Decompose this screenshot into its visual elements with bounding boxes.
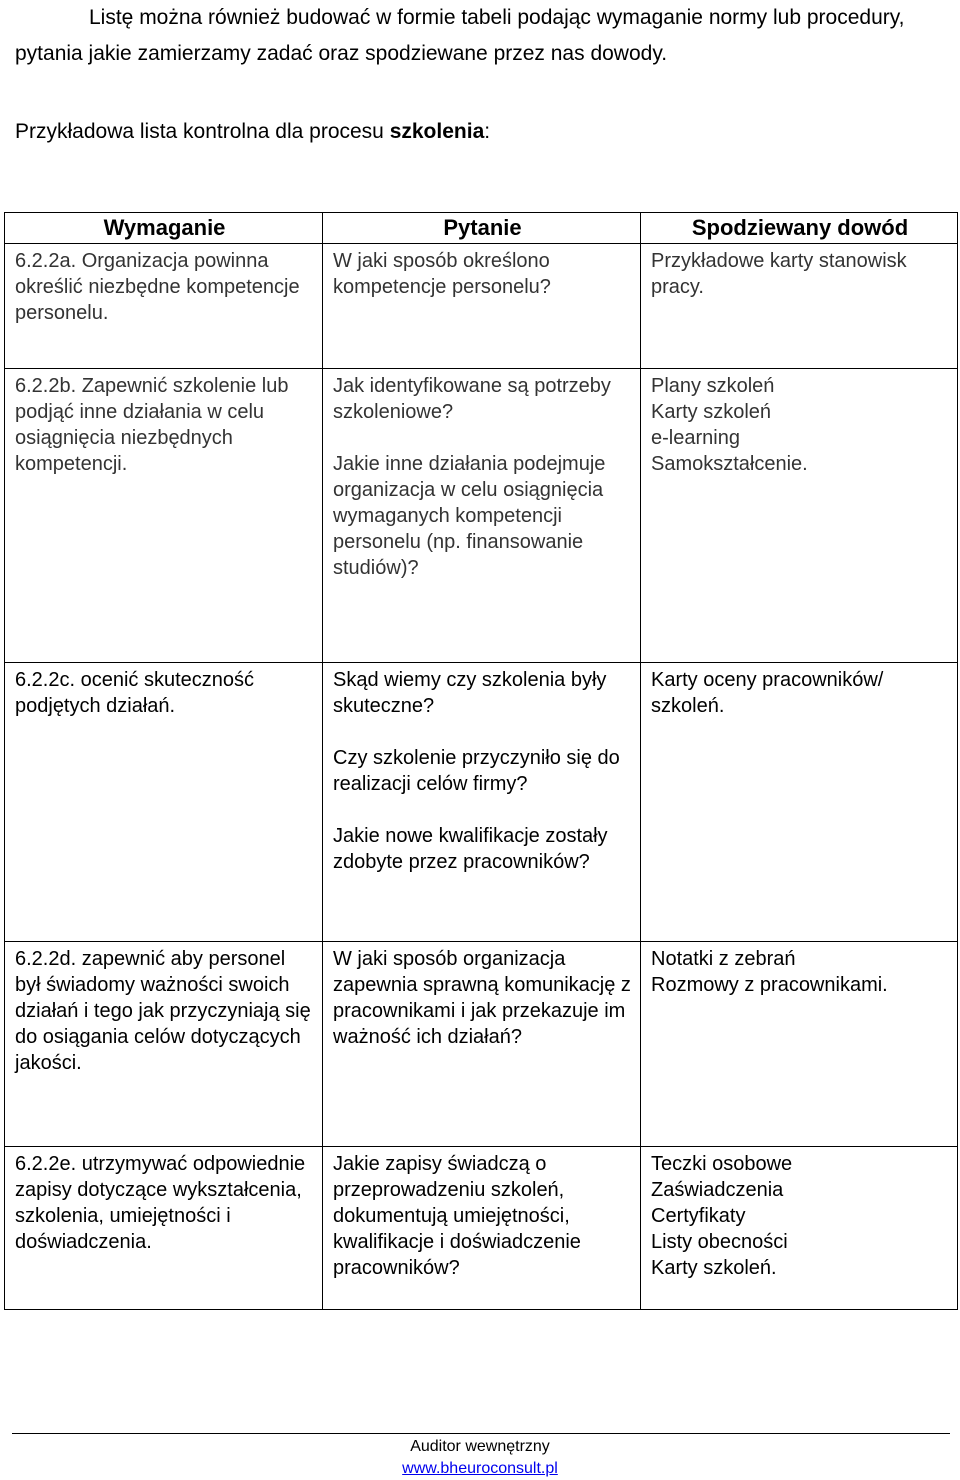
question-text: Czy szkolenie przyczyniło się do realizacji celów firmy? <box>333 747 620 795</box>
evidence-text: Karty szkoleń <box>651 401 772 423</box>
intro-paragraph-2 <box>15 114 950 150</box>
requirement-cell <box>5 663 323 942</box>
question-cell <box>323 663 641 942</box>
evidence-text: Samokształcenie. <box>651 453 808 475</box>
evidence-text: Plany szkoleń <box>651 375 775 397</box>
footer-author: Auditor wewnętrzny <box>410 1438 550 1455</box>
evidence-text: Karty szkoleń. <box>651 1257 777 1279</box>
evidence-text: Listy obecności <box>651 1231 788 1253</box>
intro-paragraph-2-suffix: : <box>484 120 491 143</box>
question-text: W jaki sposób organizacja zapewnia sprawną komunikację z pracownikami i jak przekazuje im ważność ich działań? <box>333 948 631 1048</box>
intro-paragraph-2-bold: szkolenia <box>389 120 485 143</box>
footer-website-link[interactable]: www.bheuroconsult.pl <box>402 1460 558 1477</box>
requirement-text: 6.2.2a. Organizacja powinna określić niezbędne kompetencje personelu. <box>15 250 300 324</box>
evidence-text: Przykładowe karty stanowisk pracy. <box>651 250 907 298</box>
question-text: Jakie zapisy świadczą o przeprowadzeniu szkoleń, dokumentują umiejętności, kwalifikacje i doświadczenie pracowników? <box>333 1153 581 1279</box>
evidence-cell <box>641 663 958 942</box>
requirement-text: 6.2.2c. ocenić skuteczność podjętych działań. <box>15 669 255 717</box>
question-cell <box>323 369 641 663</box>
checklist-table <box>4 212 958 1310</box>
header-evidence: Spodziewany dowód <box>641 213 958 244</box>
evidence-cell <box>641 942 958 1147</box>
requirement-cell <box>5 942 323 1147</box>
question-text: Jakie inne działania podejmuje organizacja w celu osiągnięcia wymaganych kompetencji personelu (np. finansowanie studiów)? <box>333 453 606 579</box>
evidence-text: Rozmowy z pracownikami. <box>651 974 888 996</box>
header-requirement: Wymaganie <box>5 213 323 244</box>
requirement-cell <box>5 369 323 663</box>
requirement-text: 6.2.2e. utrzymywać odpowiednie zapisy dotyczące wykształcenia, szkolenia, umiejętności i doświadczenia. <box>15 1153 306 1253</box>
evidence-text: e-learning <box>651 427 740 449</box>
evidence-cell <box>641 244 958 369</box>
page-footer <box>0 1436 960 1480</box>
requirement-cell <box>5 244 323 369</box>
table-row <box>5 1147 958 1310</box>
header-question: Pytanie <box>323 213 641 244</box>
requirement-text: 6.2.2b. Zapewnić szkolenie lub podjąć inne działania w celu osiągnięcia niezbędnych kompetencji. <box>15 375 289 475</box>
evidence-text: Zaświadczenia <box>651 1179 784 1201</box>
evidence-text: Teczki osobowe <box>651 1153 793 1175</box>
table-row <box>5 369 958 663</box>
requirement-text: 6.2.2d. zapewnić aby personel był świadomy ważności swoich działań i tego jak przyczyniają się do osiągania celów dotyczących jakości. <box>15 948 311 1074</box>
question-text: Jakie nowe kwalifikacje zostały zdobyte przez pracowników? <box>333 825 608 873</box>
question-text: Jak identyfikowane są potrzeby szkoleniowe? <box>333 375 611 423</box>
table-row <box>5 663 958 942</box>
intro-paragraph-1: Listę można również budować w formie tabeli podając wymaganie normy lub procedury, pytania jakie zamierzamy zadać oraz spodziewane przez nas dowody. <box>15 6 905 65</box>
intro-paragraph-2-prefix: Przykładowa lista kontrolna dla procesu <box>15 120 390 143</box>
evidence-text: Notatki z zebrań <box>651 948 796 970</box>
question-text: Skąd wiemy czy szkolenia były skuteczne? <box>333 669 607 717</box>
question-cell <box>323 244 641 369</box>
table-row <box>5 244 958 369</box>
evidence-cell <box>641 1147 958 1310</box>
intro-text <box>15 0 950 150</box>
evidence-text: Karty oceny pracowników/ szkoleń. <box>651 669 884 717</box>
table-header-row <box>5 213 958 244</box>
evidence-text: Certyfikaty <box>651 1205 746 1227</box>
footer-divider <box>12 1433 950 1434</box>
requirement-cell <box>5 1147 323 1310</box>
question-cell <box>323 942 641 1147</box>
question-text: W jaki sposób określono kompetencje personelu? <box>333 250 551 298</box>
question-cell <box>323 1147 641 1310</box>
table-row <box>5 942 958 1147</box>
evidence-cell <box>641 369 958 663</box>
